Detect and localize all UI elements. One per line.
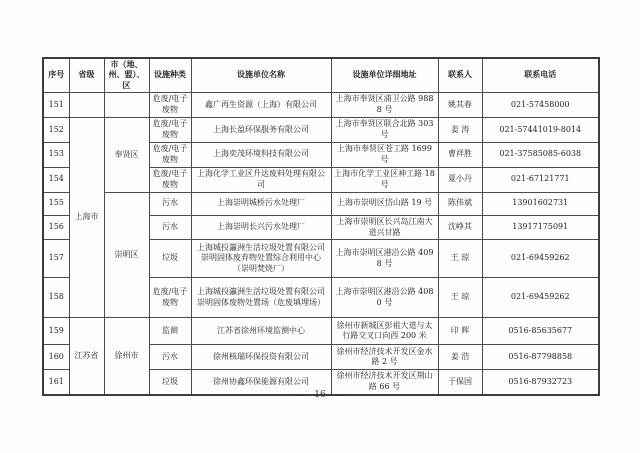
cell-phone: 0516-87932723: [482, 370, 599, 395]
cell-type: 监测: [149, 318, 191, 345]
cell-name: 上海崇明城桥污水处理厂: [191, 192, 331, 215]
header-name: 设施单位名称: [191, 58, 331, 93]
cell-type: 危废/电子废物: [149, 142, 191, 167]
cell-type: 危废/电子废物: [149, 167, 191, 192]
cell-no: 156: [43, 215, 69, 240]
cell-province-jiangsu: 江苏省: [69, 318, 104, 395]
cell-contact: 曹祥胜: [438, 142, 482, 167]
cell-contact: 印 辉: [438, 318, 482, 345]
table-row: [43, 93, 599, 118]
cell-no: 155: [43, 192, 69, 215]
cell-address: 徐州市新城区彭祖大道与太行路交叉口向西 200 米: [331, 318, 438, 345]
cell-phone: 13901602731: [482, 192, 599, 215]
cell-name: 江苏省徐州环境监测中心: [191, 318, 331, 345]
cell-name: 鑫广再生资源（上海）有限公司: [191, 93, 331, 118]
cell-contact: 陈伟斌: [438, 192, 482, 215]
cell-type: 垃圾: [149, 370, 191, 395]
cell-no: 151: [43, 93, 69, 118]
cell-address: 上海市崇明区港沿公路 4098 号: [331, 240, 438, 278]
cell-name: 徐州协鑫环保能源有限公司: [191, 370, 331, 395]
cell-phone: 0516-87798858: [482, 345, 599, 370]
cell-city-fengxian: 奉贤区: [104, 118, 149, 193]
cell-name: 上海城投瀛洲生活垃圾处置有限公司崇明固体废弃物处置综合利用中心（崇明焚烧厂）: [191, 240, 331, 278]
cell-type: 危废/电子废物: [149, 118, 191, 143]
cell-province: [69, 93, 104, 118]
cell-phone: 021-67121771: [482, 167, 599, 192]
cell-name: 上海长盈环保服务有限公司: [191, 118, 331, 143]
table-row: [43, 318, 599, 345]
header-type: 设施种类: [149, 58, 191, 93]
cell-no: 154: [43, 167, 69, 192]
cell-no: 158: [43, 278, 69, 318]
cell-phone: 0516-85635677: [482, 318, 599, 345]
header-address: 设施单位详细地址: [331, 58, 438, 93]
cell-name: 上海奕茂环境科技有限公司: [191, 142, 331, 167]
cell-type: 危废/电子废物: [149, 93, 191, 118]
cell-address: 上海市奉贤区苍工路 1699 号: [331, 142, 438, 167]
cell-phone: 021-57441019-8014: [482, 118, 599, 143]
table-header-row: [43, 58, 599, 93]
cell-contact: 王 琼: [438, 278, 482, 318]
cell-no: 153: [43, 142, 69, 167]
cell-phone: 021-69459262: [482, 278, 599, 318]
cell-address: 徐州市经济技术开发区金水路 2 号: [331, 345, 438, 370]
cell-province-shanghai: 上海市: [69, 118, 104, 318]
header-province: 省级: [69, 58, 104, 93]
cell-phone: 021-69459262: [482, 240, 599, 278]
cell-no: 160: [43, 345, 69, 370]
cell-name: 上海化学工业区升达废料处理有限公司: [191, 167, 331, 192]
cell-city: [104, 93, 149, 118]
cell-no: 152: [43, 118, 69, 143]
cell-address: 上海市崇明区港沿公路 4080 号: [331, 278, 438, 318]
cell-no: 161: [43, 370, 69, 395]
cell-no: 157: [43, 240, 69, 278]
cell-type: 危废/电子废物: [149, 278, 191, 318]
cell-phone: 021-57458000: [482, 93, 599, 118]
header-no: 序号: [43, 58, 69, 93]
cell-name: 上海崇明长兴污水处理厂: [191, 215, 331, 240]
cell-type: 污水: [149, 345, 191, 370]
cell-contact: 夏小丹: [438, 167, 482, 192]
page-number: — 16 —: [294, 390, 346, 400]
cell-phone: 13917175091: [482, 215, 599, 240]
table-row: [43, 192, 599, 215]
cell-address: 上海市崇明区岱山路 19 号: [331, 192, 438, 215]
cell-no: 159: [43, 318, 69, 345]
cell-type: 垃圾: [149, 240, 191, 278]
cell-name: 上海城投瀛洲生活垃圾处置有限公司崇明固体废物处置场（危废填埋场）: [191, 278, 331, 318]
cell-contact: 姚其春: [438, 93, 482, 118]
cell-city-chongming: 崇明区: [104, 192, 149, 318]
cell-contact: 姜 浩: [438, 345, 482, 370]
cell-address: 上海市化学工业区神工路 18 号: [331, 167, 438, 192]
cell-contact: 于保国: [438, 370, 482, 395]
cell-name: 徐州核瑞环保投资有限公司: [191, 345, 331, 370]
cell-address: 上海市崇明区长兴岛江南大道兴甘路: [331, 215, 438, 240]
cell-phone: 021-37585085-6038: [482, 142, 599, 167]
cell-contact: 王 琼: [438, 240, 482, 278]
cell-address: 徐州市经济技术开发区荆山路 66 号: [331, 370, 438, 395]
cell-address: 上海市奉贤区联合北路 303 号: [331, 118, 438, 143]
facilities-table: [42, 57, 600, 396]
cell-address: 上海市奉贤区浦卫公路 9888 号: [331, 93, 438, 118]
header-phone: 联系电话: [482, 58, 599, 93]
cell-type: 污水: [149, 192, 191, 215]
table-row: [43, 118, 599, 143]
cell-city-xuzhou: 徐州市: [104, 318, 149, 395]
header-contact: 联系人: [438, 58, 482, 93]
cell-contact: 沈峥其: [438, 215, 482, 240]
cell-type: 污水: [149, 215, 191, 240]
cell-contact: 姜 涛: [438, 118, 482, 143]
header-city: 市（地、州、盟）、区: [104, 58, 149, 93]
